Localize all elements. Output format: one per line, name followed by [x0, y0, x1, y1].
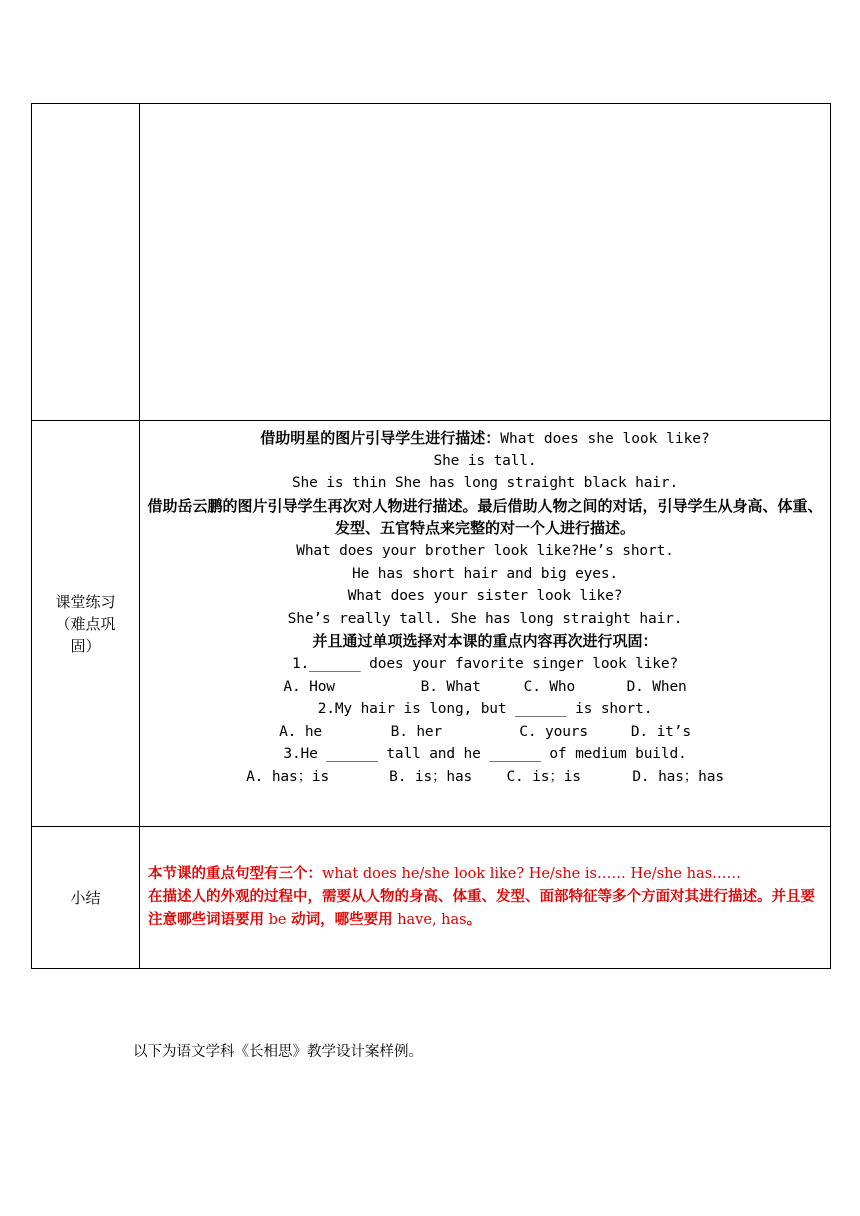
question-2: 2.My hair is long, but ______ is short. — [317, 701, 653, 718]
row-label-practice — [32, 421, 140, 827]
practice-content — [140, 421, 831, 827]
practice-line: He has short hair and big eyes. — [352, 565, 618, 582]
question-3-options: A. has；is B. is；has C. is；is D. has；has — [246, 768, 724, 785]
question-3: 3.He ______ tall and he ______ of medium build. — [283, 746, 687, 763]
practice-line: She’s really tall. She has long straight hair. — [287, 610, 683, 627]
question-1: 1.______ does your favorite singer look like? — [291, 655, 679, 672]
table-row-blank — [32, 104, 831, 421]
practice-line: 并且通过单项选择对本课的重点内容再次进行巩固： — [312, 632, 658, 651]
lesson-plan-table — [31, 103, 831, 969]
label-line: 课堂练习 — [55, 592, 116, 611]
label-line: 固） — [70, 636, 101, 655]
footnote-text: 以下为语文学科《长相思》教学设计案样例。 — [133, 1044, 423, 1060]
question-2-options: A. he B. her C. yours D. it’s — [279, 723, 691, 740]
label-line: （难点巩 — [55, 614, 116, 633]
table-row-practice — [32, 421, 831, 827]
practice-paragraph: 借助岳云鹏的图片引导学生再次对人物进行描述。最后借助人物之间的对话，引导学生从身高、体重、发型、五官特点来完整的对一个人进行描述。 — [147, 496, 823, 538]
practice-line: What does your sister look like? — [347, 588, 623, 605]
summary-line-2: 在描述人的外观的过程中，需要从人物的身高、体重、发型、面部特征等多个方面对其进行描述。并且要注意哪些词语要用 be 动词，哪些要用 have, has。 — [148, 889, 815, 928]
practice-line: What does your brother look like?He’s short. — [296, 542, 674, 559]
summary-content — [140, 827, 831, 969]
practice-line: She is tall. — [433, 452, 537, 469]
row-label-empty — [32, 104, 140, 421]
practice-line: She is thin She has long straight black hair. — [291, 475, 679, 492]
summary-line-1: 本节课的重点句型有三个：what does he/she look like? He/she is…… He/she has…… — [148, 866, 742, 882]
row-content-empty — [140, 104, 831, 421]
question-1-options: A. How B. What C. Who D. When — [283, 678, 687, 695]
table-row-summary — [32, 827, 831, 969]
practice-line: 借助明星的图片引导学生进行描述：What does she look like? — [260, 429, 710, 447]
row-label-summary: 小结 — [32, 827, 140, 969]
